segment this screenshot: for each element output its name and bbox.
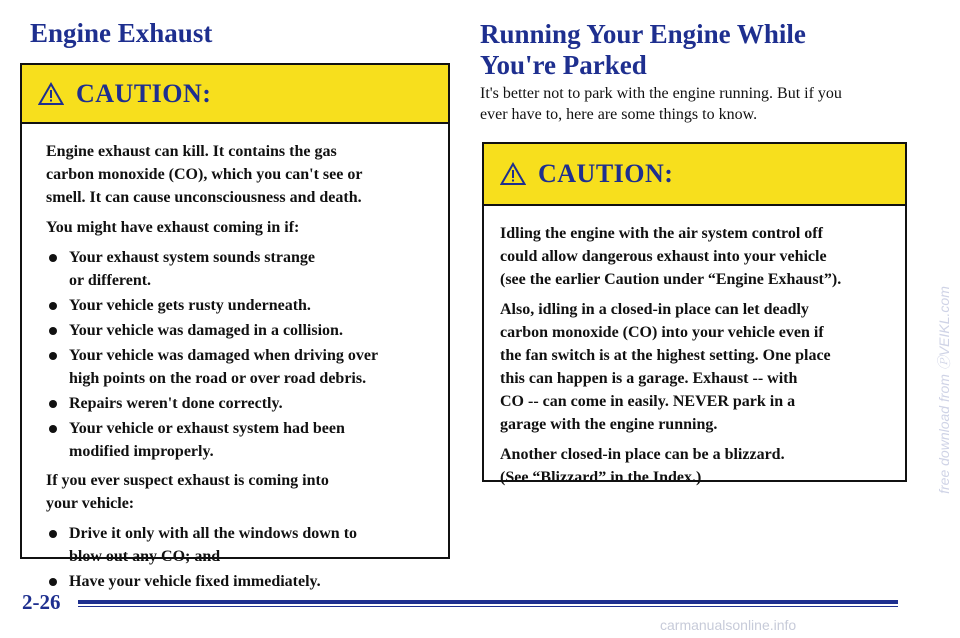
intro-paragraph [480,83,910,125]
list-item [46,344,436,390]
caution-paragraph [500,443,893,489]
text-line: the fan switch is at the highest setting. One place [500,347,831,364]
text-line: modified improperly. [69,443,214,460]
page-number: 2-26 [22,590,61,614]
text-line: carbon monoxide (CO) into your vehicle even if [500,324,824,341]
footer-rule [78,600,898,604]
text-line: Your vehicle or exhaust system had been [69,420,345,437]
text-line: (see the earlier Caution under “Engine Exhaust”). [500,271,842,288]
caution-paragraph [500,298,893,436]
text-line: could allow dangerous exhaust into your vehicle [500,248,827,265]
list-item [46,294,436,317]
text-line: You might have exhaust coming in if: [46,219,300,236]
text-line: Idling the engine with the air system control off [500,225,823,242]
text-line: carbon monoxide (CO), which you can't see or [46,166,363,183]
list-item [46,417,436,463]
text-line: Another closed-in place can be a blizzard. [500,446,785,463]
section-heading-engine-exhaust [30,18,212,49]
text-line: garage with the engine running. [500,416,718,433]
text-line: this can happen is a garage. Exhaust -- with [500,370,798,387]
text-line: CO -- can come in easily. NEVER park in a [500,393,796,410]
heading-line: Running Your Engine While [480,19,806,49]
heading-line: Engine Exhaust [30,18,213,48]
text-line: Your vehicle was damaged in a collision. [69,322,343,339]
text-line: high points on the road or over road debris. [69,370,367,387]
text-line: It's better not to park with the engine running. But if you [480,85,842,102]
caution-paragraph [46,469,436,515]
caution-banner [22,65,448,124]
caution-body [22,124,448,593]
text-line: Your vehicle was damaged when driving over [69,347,379,364]
caution-banner [484,144,905,206]
caution-paragraph [500,222,893,291]
bullet-list [46,522,436,593]
warning-triangle-icon [38,82,64,106]
caution-label: CAUTION: [76,78,212,108]
warning-triangle-icon [500,162,526,186]
text-line: (See “Blizzard” in the Index.) [500,469,702,486]
caution-body [484,206,905,489]
text-line: Your exhaust system sounds strange [69,249,315,266]
section-heading-running-engine-parked [480,19,806,81]
list-item [46,246,436,292]
text-line: ever have to, here are some things to know. [480,106,758,123]
list-item [46,570,436,593]
text-line: blow out any CO; and [69,548,221,565]
list-item [46,319,436,342]
text-line: If you ever suspect exhaust is coming into [46,472,329,489]
caution-box-idling [482,142,907,486]
watermark-side [936,170,952,610]
text-line: Engine exhaust can kill. It contains the gas [46,143,337,160]
text-line: your vehicle: [46,495,135,512]
text-line: Have your vehicle fixed immediately. [69,573,321,590]
heading-line: You're Parked [480,50,647,80]
text-line: Drive it only with all the windows down to [69,525,358,542]
list-item [46,522,436,568]
footer-rule-thin [78,606,898,607]
text-line: or different. [69,272,152,289]
list-item [46,392,436,415]
text-line: smell. It can cause unconsciousness and death. [46,189,362,206]
text-line: Repairs weren't done correctly. [69,395,283,412]
caution-paragraph [46,140,436,209]
caution-label: CAUTION: [538,159,674,188]
text-line: Also, idling in a closed-in place can let deadly [500,301,809,318]
text-line: Your vehicle gets rusty underneath. [69,297,311,314]
caution-box-engine-exhaust [20,63,450,590]
caution-paragraph [46,216,436,239]
watermark-text: free download from ⓅVEIKL.com [936,286,953,494]
watermark-bottom: carmanualsonline.info [660,617,797,633]
bullet-list [46,246,436,463]
